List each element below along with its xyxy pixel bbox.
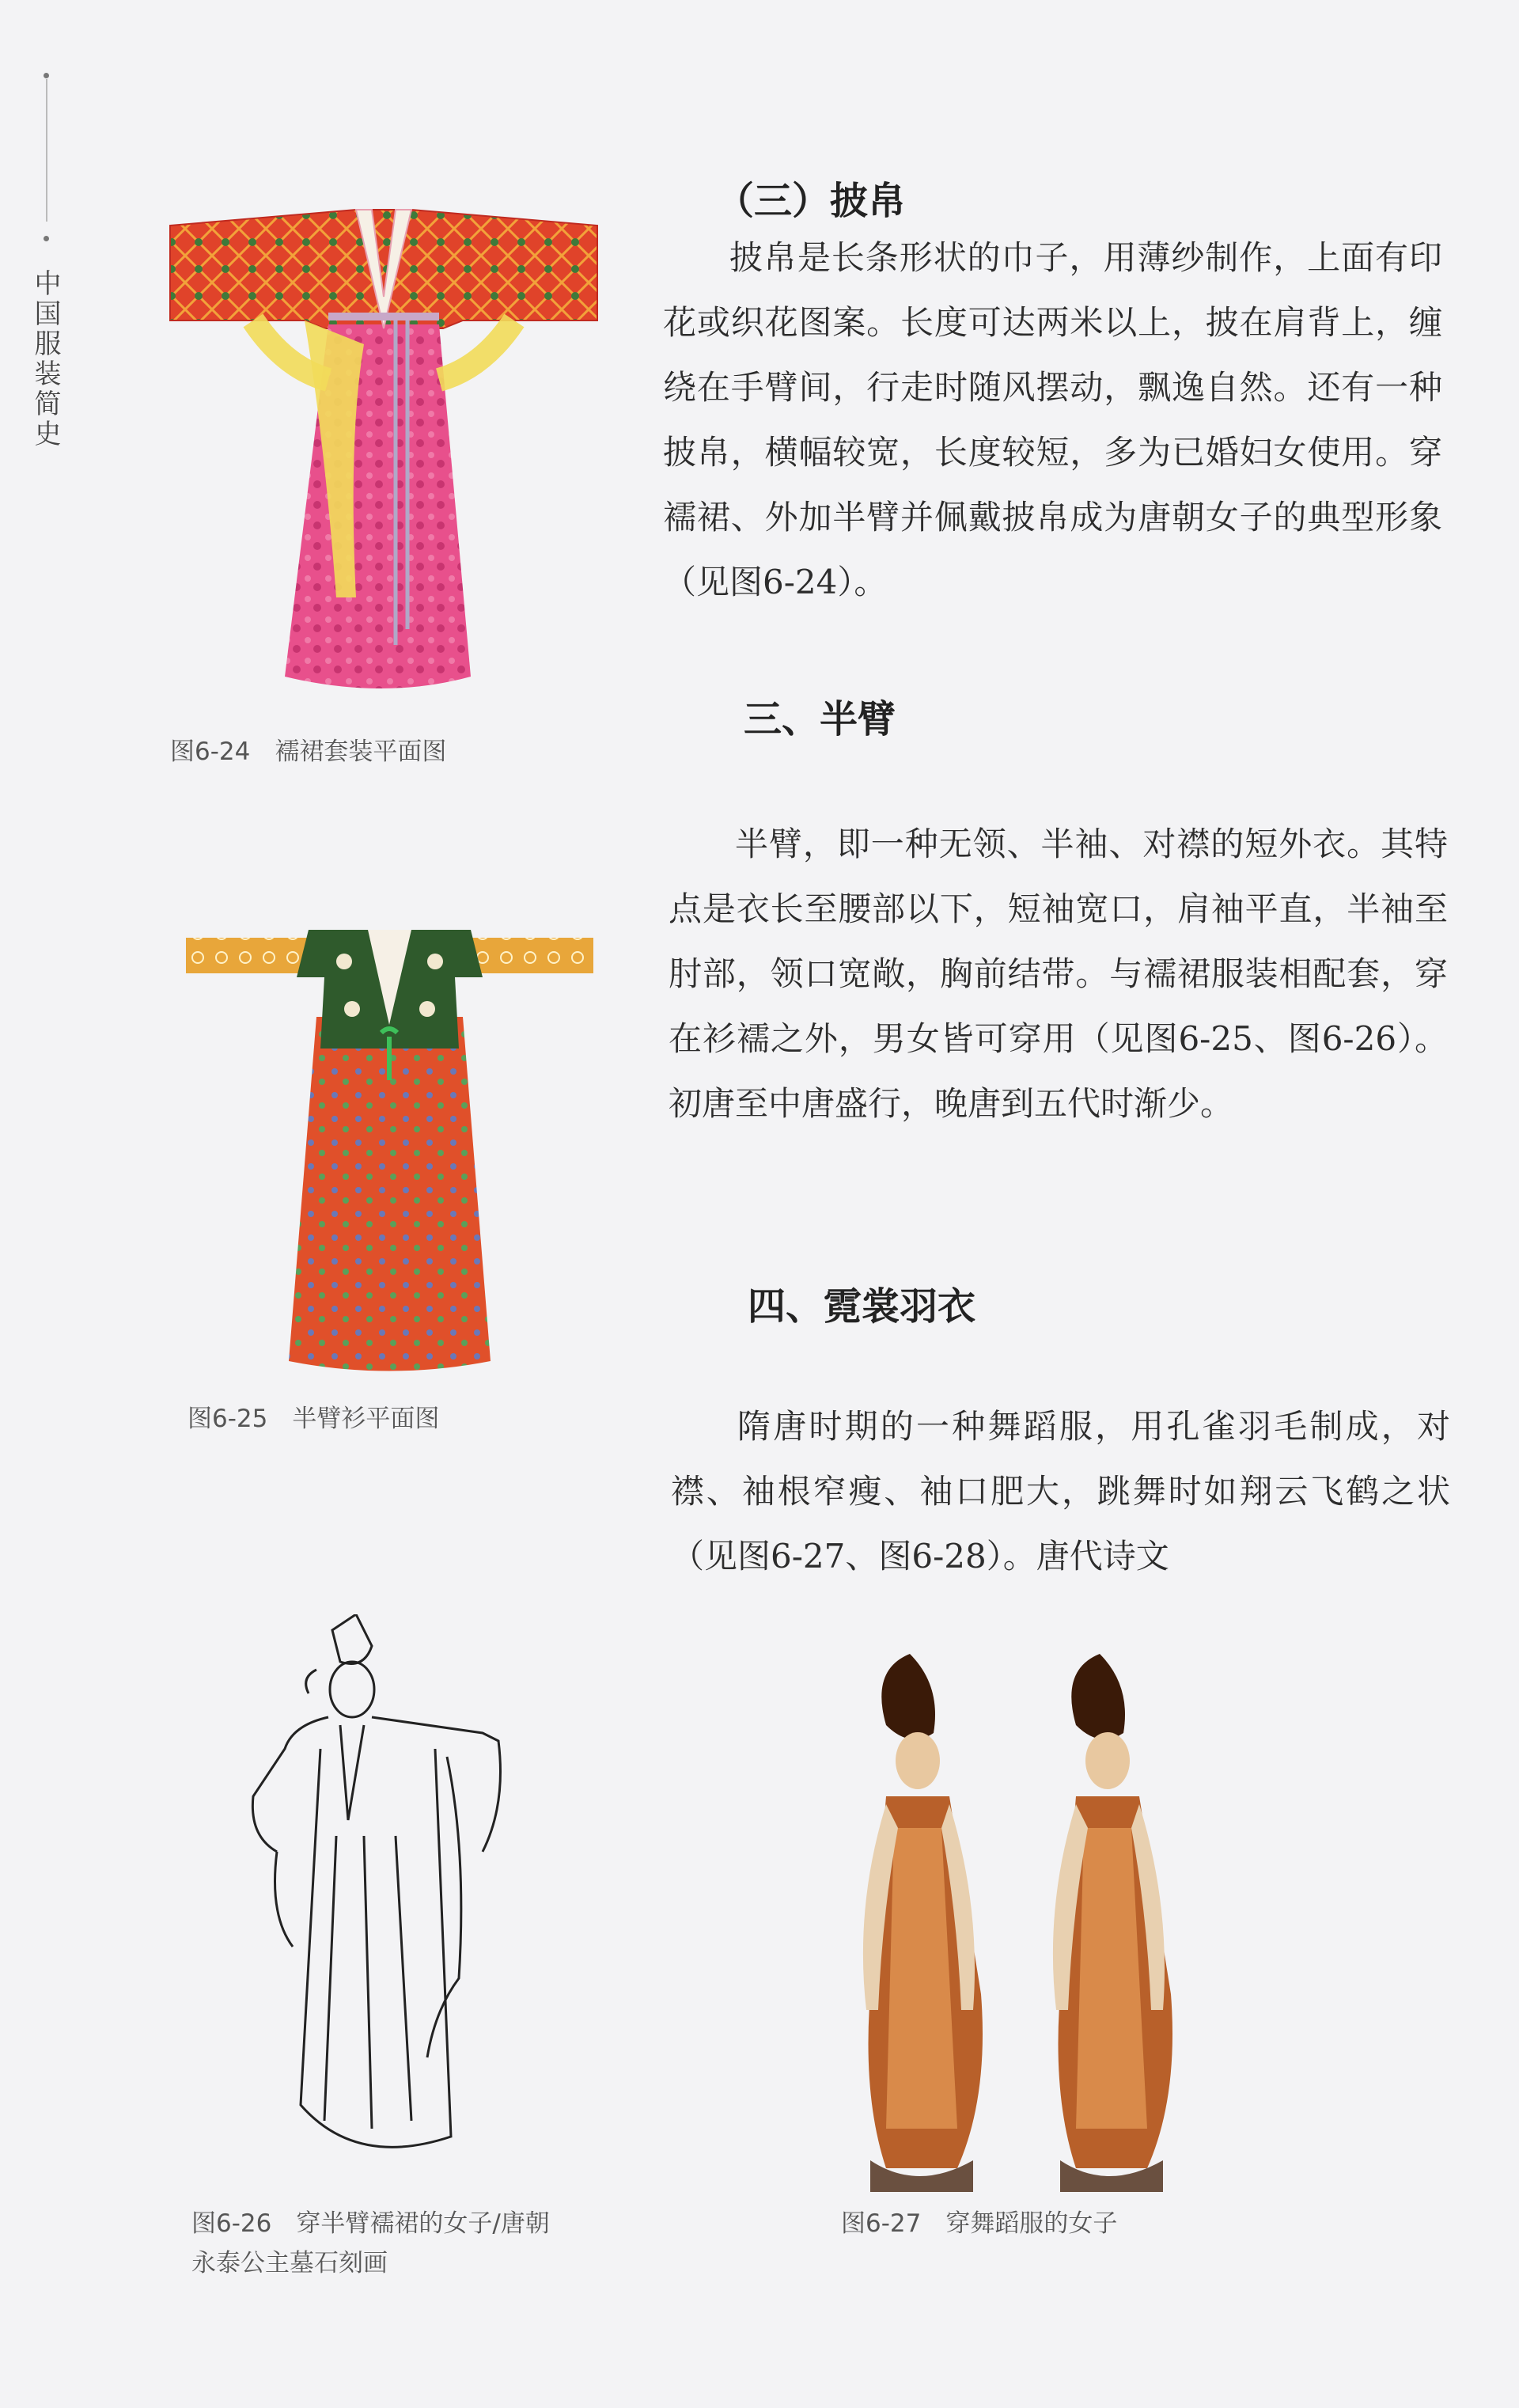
figurine-right [1053,1654,1172,2192]
figure-6-25-banbi [186,922,593,1381]
margin-dot-bottom [44,236,49,241]
heading-pibo: （三）披帛 [716,179,907,223]
paragraph-pibo: 披帛是长条形状的巾子，用薄纱制作，上面有印花或织花图案。长度可达两米以上，披在肩背上，缠绕在手臂间，行走时随风摆动，飘逸自然。还有一种披帛，横幅较宽，长度较短，多为已婚妇女使用。穿襦裙、外加半臂并佩戴披帛成为唐朝女子的典型形象（见图6-24）。 [663,238,1442,601]
figure-6-26-line-drawing [245,1614,514,2184]
figure-6-27-caption: 图6-27 穿舞蹈服的女子 [841,2209,1118,2238]
paragraph-nishang: 隋唐时期的一种舞蹈服，用孔雀羽毛制成，对襟、袖根窄瘦、袖口肥大，跳舞时如翔云飞鹤之状（见图6-27、图6-28）。唐代诗文 [671,1407,1450,1576]
figure-6-24-caption: 图6-24 襦裙套装平面图 [170,738,447,766]
figure-6-25-caption: 图6-25 半臂衫平面图 [188,1405,440,1433]
heading-nishang: 四、霓裳羽衣 [748,1284,976,1329]
figure-6-24-ruqun [158,202,609,708]
figure-6-26-caption-line2: 永泰公主墓石刻画 [191,2249,388,2277]
figurine-left [863,1654,983,2192]
book-title: 中国服装简史 [29,269,61,449]
figure-6-26-caption-line1: 图6-26 穿半臂襦裙的女子/唐朝 [191,2209,550,2238]
paragraph-banbi: 半臂，即一种无领、半袖、对襟的短外衣。其特点是衣长至腰部以下，短袖宽口，肩袖平直，半袖至肘部，领口宽敞，胸前结带。与襦裙服装相配套，穿在衫襦之外，男女皆可穿用（见图6-25、图6-26）。初唐至中唐盛行，晚唐到五代时渐少。 [669,825,1448,1123]
figure-6-27-figurines [862,1654,1242,2192]
heading-banbi: 三、半臂 [744,697,896,741]
margin-dot-top [44,73,49,78]
margin-rule [46,79,47,222]
